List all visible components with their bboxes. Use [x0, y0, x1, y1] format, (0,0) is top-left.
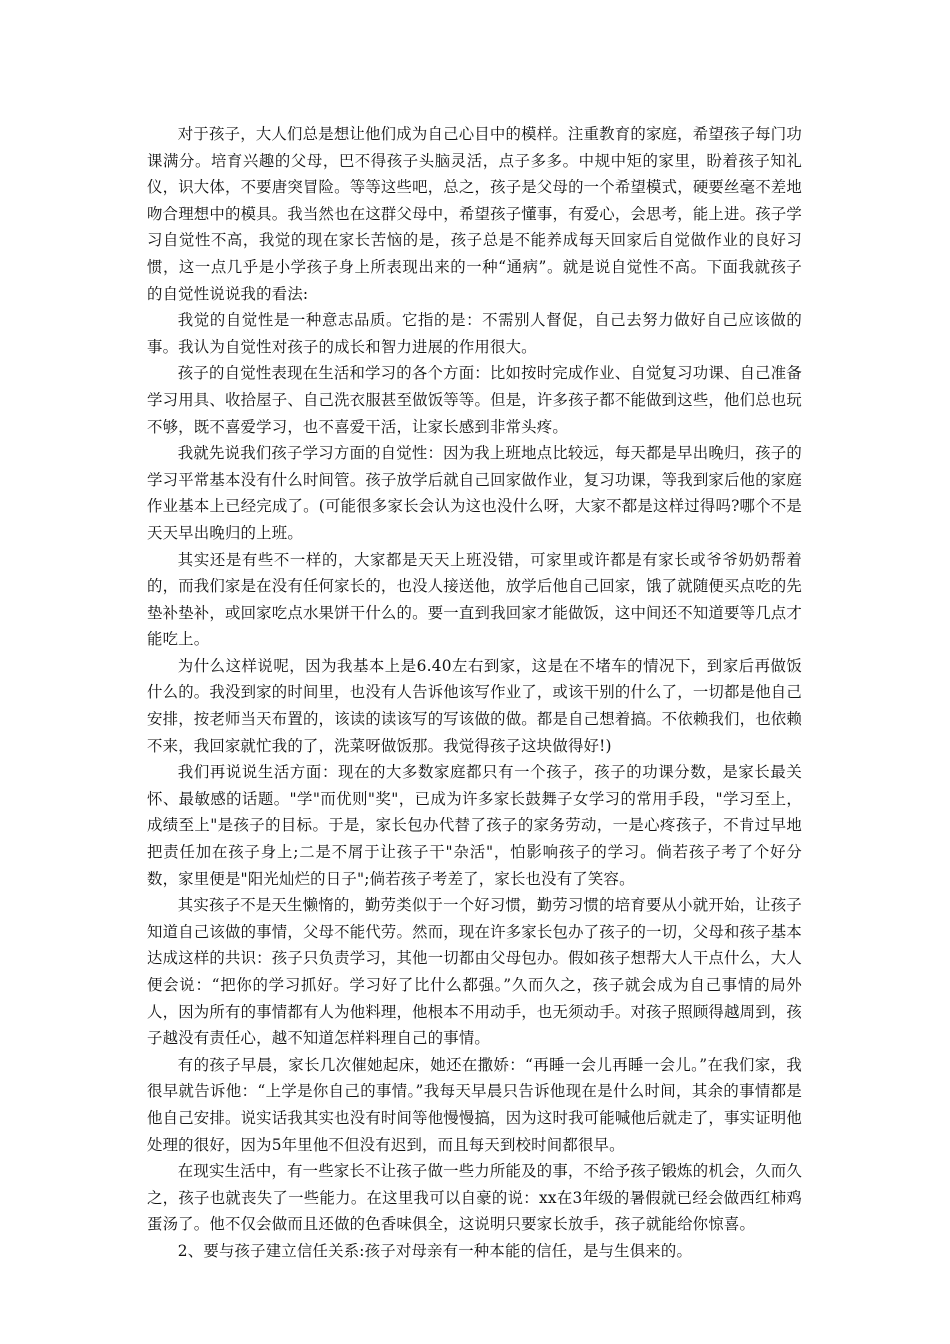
paragraph-4: 我就先说我们孩子学习方面的自觉性：因为我上班地点比较远，每天都是早出晚归，孩子的学习平常基本没有什么时间管。孩子放学后就自己回家做作业，复习功课，等我到家后他的家庭作业基本上已经完成了。(可能很多家长会认为这也没什么呀，大家不都是这样过得吗?哪个不是天天早出晚归的上班。 — [147, 444, 802, 542]
paragraph-5: 其实还是有些不一样的，大家都是天天上班没错，可家里或许都是有家长或爷爷奶奶帮着的，而我们家是在没有任何家长的，也没人接送他，放学后他自己回家，饿了就随便买点吃的先垫补垫补，或回家吃点水果饼干什么的。要一直到我回家才能做饭，这中间还不知道要等几点才能吃上。 — [147, 550, 802, 649]
paragraph-7: 我们再说说生活方面：现在的大多数家庭都只有一个孩子，孩子的功课分数，是家长最关怀、最敏感的话题。"学"而优则"奖"，已成为许多家长鼓舞子女学习的常用手段，"学习至上，成绩至上"是孩子的目标。于是，家长包办代替了孩子的家务劳动，一是心疼孩子，不肯过早地把责任加在孩子身上;二是不屑于让孩子干"杂活"，怕影响孩子的学习。倘若孩子考了个好分数，家里便是"阳光灿烂的日子";倘若孩子考差了，家长也没有了笑容。 — [147, 763, 802, 888]
paragraph-8: 其实孩子不是天生懒惰的，勤劳类似于一个好习惯，勤劳习惯的培育要从小就开始，让孩子知道自己该做的事情，父母不能代劳。然而，现在许多家长包办了孩子的一切，父母和孩子基本达成这样的共识：孩子只负责学习，其他一切都由父母包办。假如孩子想帮大人干点什么，大人便会说：“把你的学习抓好。学习好了比什么都强。”久而久之，孩子就会成为自己事情的局外人，因为所有的事情都有人为他料理，他根本不用动手，也无须动手。对孩子照顾得越周到，孩子越没有责任心，越不知道怎样料理自己的事情。 — [147, 896, 802, 1048]
paragraph-1: 对于孩子，大人们总是想让他们成为自己心目中的模样。注重教育的家庭，希望孩子每门功课满分。培育兴趣的父母，巴不得孩子头脑灵活，点子多多。中规中矩的家里，盼着孩子知礼仪，识大体，不要唐突冒险。等等这些吧，总之，孩子是父母的一个希望模式，硬要丝毫不差地吻合理想中的模具。我当然也在这群父母中，希望孩子懂事，有爱心，会思考，能上进。孩子学习自觉性不高，我觉的现在家长苦恼的是，孩子总是不能养成每天回家后自觉做作业的良好习惯，这一点几乎是小学孩子身上所表现出来的一种“通病”。就是说自觉性不高。下面我就孩子的自觉性说说我的看法: — [147, 125, 802, 303]
paragraph-10: 在现实生活中，有一些家长不让孩子做一些力所能及的事，不给予孩子锻炼的机会，久而久之，孩子也就丧失了一些能力。在这里我可以自豪的说：xx在3年级的暑假就已经会做西红柿鸡蛋汤了。他不仅会做而且还做的色香味俱全，这说明只要家长放手，孩子就能给你惊喜。 — [147, 1162, 802, 1234]
paragraph-3: 孩子的自觉性表现在生活和学习的各个方面：比如按时完成作业、自觉复习功课、自己准备学习用具、收拾屋子、自己洗衣服甚至做饭等等。但是，许多孩子都不能做到这些，他们总也玩不够，既不喜爱学习，也不喜爱干活，让家长感到非常头疼。 — [147, 364, 802, 436]
paragraph-9: 有的孩子早晨，家长几次催她起床，她还在撒娇：“再睡一会儿再睡一会儿。”在我们家，我很早就告诉他：“上学是你自己的事情。”我每天早晨只告诉他现在是什么时间，其余的事情都是他自己安排。说实话我其实也没有时间等他慢慢搞，因为这时我可能喊他后就走了，事实证明他处理的很好，因为5年里他不但没有迟到，而且每天到校时间都很早。 — [147, 1055, 802, 1154]
paragraph-6: 为什么这样说呢，因为我基本上是6.40左右到家，这是在不堵车的情况下，到家后再做饭什么的。我没到家的时间里，也没有人告诉他该写作业了，或该干别的什么了，一切都是他自己安排，按老师当天布置的，该读的读该写的写该做的做。都是自己想着搞。不依赖我们，也依赖不来，我回家就忙我的了，洗菜呀做饭那。我觉得孩子这块做得好!) — [147, 656, 802, 755]
paragraph-2: 我觉的自觉性是一种意志品质。它指的是：不需别人督促，自己去努力做好自己应该做的事。我认为自觉性对孩子的成长和智力进展的作用很大。 — [147, 311, 802, 356]
document-body — [147, 121, 802, 1265]
paragraph-11: 2、要与孩子建立信任关系:孩子对母亲有一种本能的信任，是与生俱来的。 — [177, 1241, 693, 1260]
